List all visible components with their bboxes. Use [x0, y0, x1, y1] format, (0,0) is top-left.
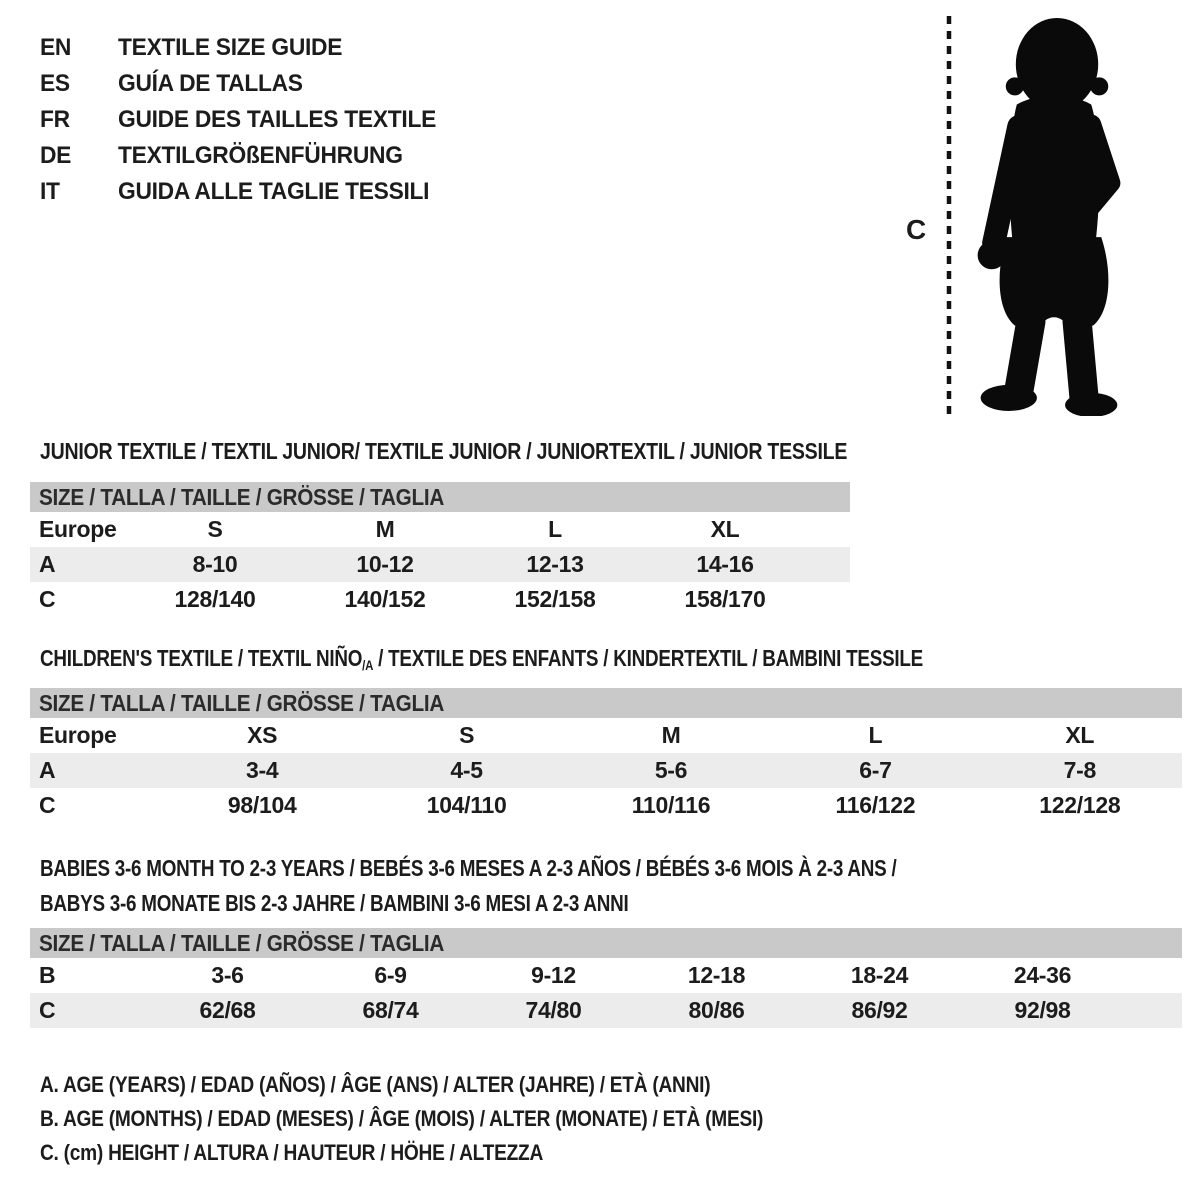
- age-cell: 12-18: [687, 962, 746, 988]
- language-label: GUIDA ALLE TAGLIE TESSILI: [118, 178, 430, 205]
- age-cell: 4-5: [450, 757, 483, 783]
- row-label: B: [39, 962, 56, 988]
- language-list: [40, 30, 453, 210]
- babies-title-line1: BABIES 3-6 MONTH TO 2-3 YEARS / BEBÉS 3-6 MESES A 2-3 AÑOS / BÉBÉS 3-6 MOIS À 2-3 ANS /: [40, 855, 897, 881]
- junior-size-header-bar: [30, 482, 850, 512]
- language-label: GUIDE DES TAILLES TEXTILE: [118, 106, 437, 133]
- junior-section-title: JUNIOR TEXTILE / TEXTIL JUNIOR/ TEXTILE JUNIOR / JUNIORTEXTIL / JUNIOR TESSILE: [40, 438, 848, 464]
- language-row-de: [40, 138, 453, 174]
- height-cell: 68/74: [362, 997, 419, 1023]
- language-code: ES: [40, 70, 70, 97]
- age-cell: 14-16: [696, 551, 754, 577]
- babies-size-header-bar: [30, 928, 1182, 958]
- height-measure-dashed-line-icon: [946, 16, 954, 416]
- children-title-sub: /A: [362, 657, 374, 673]
- language-code: EN: [40, 34, 72, 61]
- age-cell: 9-12: [531, 962, 576, 988]
- table-row: [30, 788, 1182, 823]
- height-cell: 152/158: [514, 586, 596, 612]
- size-cell: XS: [247, 722, 278, 748]
- language-row-en: [40, 30, 453, 66]
- age-cell: 3-4: [246, 757, 279, 783]
- legend-line-c: C. (cm) HEIGHT / ALTURA / HAUTEUR / HÖHE / ALTEZZA: [40, 1140, 544, 1165]
- table-row: [30, 582, 850, 617]
- babies-title-line2: BABYS 3-6 MONATE BIS 2-3 JAHRE / BAMBINI 3-6 MESI A 2-3 ANNI: [40, 890, 629, 916]
- children-size-table: [30, 688, 1182, 823]
- height-cell: 140/152: [344, 586, 426, 612]
- age-cell: 12-13: [526, 551, 584, 577]
- height-cell: 86/92: [851, 997, 908, 1023]
- babies-section-title: [40, 851, 897, 921]
- age-cell: 8-10: [192, 551, 238, 577]
- age-cell: 3-6: [211, 962, 244, 988]
- row-label: C: [39, 997, 56, 1023]
- age-cell: 10-12: [356, 551, 414, 577]
- size-header-text: SIZE / TALLA / TAILLE / GRÖSSE / TAGLIA: [39, 484, 444, 510]
- age-cell: 5-6: [654, 757, 688, 783]
- age-cell: 6-7: [859, 757, 892, 783]
- size-cell: S: [459, 722, 475, 748]
- table-row: [30, 958, 1182, 993]
- height-cell: 110/116: [631, 792, 711, 818]
- height-cell: 116/122: [835, 792, 916, 818]
- row-label: Europe: [39, 722, 117, 748]
- size-cell: L: [548, 516, 562, 542]
- row-label: Europe: [39, 516, 117, 542]
- size-cell: M: [661, 722, 681, 748]
- age-cell: 24-36: [1013, 962, 1072, 988]
- size-header-text: SIZE / TALLA / TAILLE / GRÖSSE / TAGLIA: [39, 690, 444, 716]
- age-cell: 6-9: [374, 962, 407, 988]
- legend: [40, 1068, 871, 1170]
- size-cell: XL: [710, 516, 740, 542]
- table-row: [30, 718, 1182, 753]
- size-header-text: SIZE / TALLA / TAILLE / GRÖSSE / TAGLIA: [39, 930, 444, 956]
- table-row: [30, 547, 850, 582]
- babies-size-table: [30, 928, 1182, 1028]
- height-cell: 104/110: [426, 792, 507, 818]
- language-row-it: [40, 174, 453, 210]
- children-size-header-bar: [30, 688, 1182, 718]
- table-row: [30, 512, 850, 547]
- language-code: FR: [40, 106, 70, 133]
- language-label: TEXTILGRÖßENFÜHRUNG: [118, 142, 403, 169]
- age-cell: 7-8: [1063, 757, 1096, 783]
- age-cell: 18-24: [850, 962, 909, 988]
- legend-line-a: A. AGE (YEARS) / EDAD (AÑOS) / ÂGE (ANS) / ALTER (JAHRE) / ETÀ (ANNI): [40, 1072, 711, 1097]
- height-cell: 62/68: [199, 997, 256, 1023]
- row-label: C: [39, 586, 56, 612]
- language-label: GUÍA DE TALLAS: [118, 70, 303, 97]
- language-code: DE: [40, 142, 72, 169]
- height-label: C: [906, 214, 926, 245]
- language-label: TEXTILE SIZE GUIDE: [118, 34, 343, 61]
- size-cell: L: [868, 722, 883, 748]
- junior-size-table: [30, 482, 850, 617]
- size-cell: S: [207, 516, 223, 542]
- height-cell: 80/86: [688, 997, 745, 1023]
- height-cell: 122/128: [1039, 792, 1121, 818]
- table-row: [30, 993, 1182, 1028]
- height-cell: 158/170: [684, 586, 766, 612]
- legend-line-b: B. AGE (MONTHS) / EDAD (MESES) / ÂGE (MOIS) / ALTER (MONATE) / ETÀ (MESI): [40, 1106, 764, 1131]
- height-cell: 128/140: [174, 586, 256, 612]
- size-cell: XL: [1065, 722, 1095, 748]
- children-section-title: [40, 645, 923, 673]
- size-cell: M: [375, 516, 395, 542]
- toddler-silhouette-icon: [968, 14, 1140, 416]
- language-row-fr: [40, 102, 453, 138]
- height-cell: 74/80: [525, 997, 582, 1023]
- language-code: IT: [40, 178, 60, 205]
- row-label: A: [39, 551, 56, 577]
- children-title-suffix: / TEXTILE DES ENFANTS / KINDERTEXTIL / BAMBINI TESSILE: [373, 645, 924, 671]
- height-cell: 98/104: [227, 792, 297, 818]
- table-row: [30, 753, 1182, 788]
- height-cell: 92/98: [1014, 997, 1071, 1023]
- row-label: A: [39, 757, 56, 783]
- language-row-es: [40, 66, 453, 102]
- children-title-prefix: CHILDREN'S TEXTILE / TEXTIL NIÑO: [40, 645, 363, 671]
- row-label: C: [39, 792, 56, 818]
